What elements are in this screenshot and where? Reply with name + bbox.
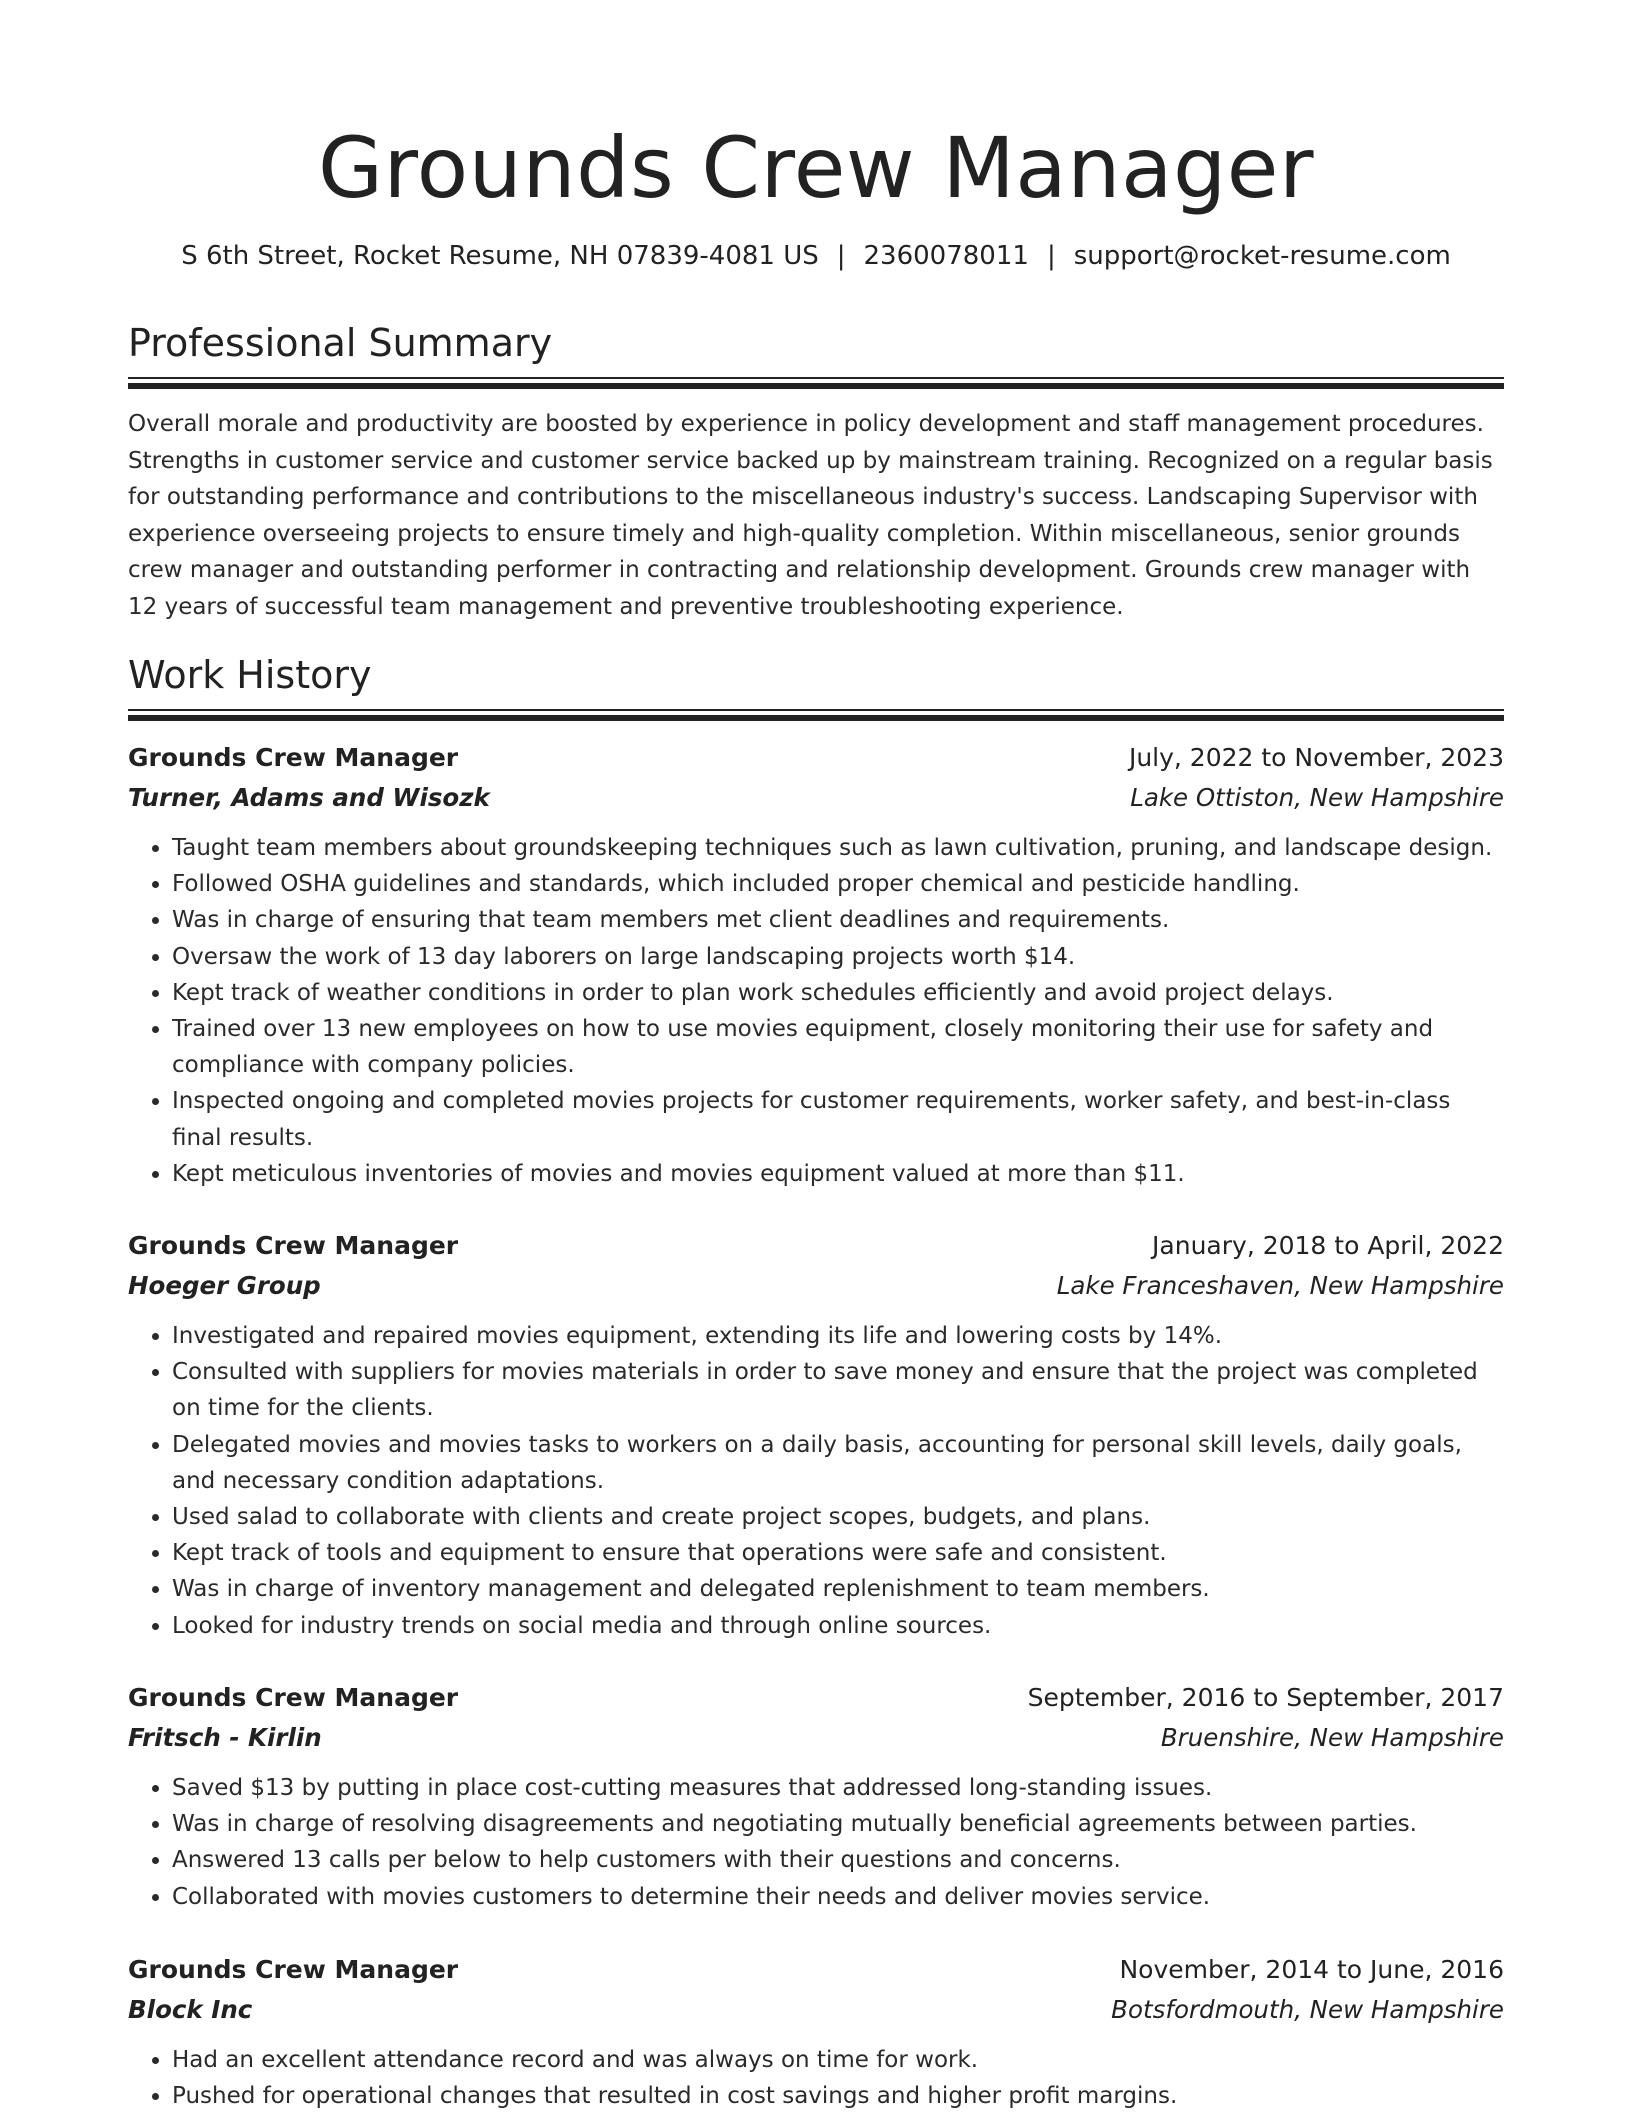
job-dates: September, 2016 to September, 2017 [1027, 1683, 1504, 1712]
job-bullets [128, 1318, 1504, 1644]
summary-heading: Professional Summary [128, 321, 553, 365]
job-bullet: • Inspected ongoing and completed movies projects for customer requirements, worker safety, and best-in-class final results. [172, 1083, 1504, 1155]
job-bullet: • Pushed for operational changes that resulted in cost savings and higher profit margins. [172, 2078, 1504, 2114]
summary-text: Overall morale and productivity are boosted by experience in policy development and staff management procedures. Strengths in customer service and customer service backed up by mainstream training. Recognized on a regular basis for outstanding performance and contributions to the miscellaneous industry's success. Landscaping Supervisor with experience overseeing projects to ensure timely and high-quality completion. Within miscellaneous, senior grounds crew manager and outstanding performer in contracting and relationship development. Grounds crew manager with 12 years of successful team management and preventive troubleshooting experience. [128, 411, 1493, 620]
job-bullet: • Looked for industry trends on social media and through online sources. [172, 1608, 1504, 1644]
job-dates: January, 2018 to April, 2022 [1152, 1231, 1504, 1260]
job-title: Grounds Crew Manager [128, 743, 459, 772]
job-header [128, 738, 1504, 778]
job-location: Lake Ottiston, New Hampshire [1130, 783, 1504, 812]
job-bullet: • Saved $13 by putting in place cost-cutting measures that addressed long-standing issues. [172, 1770, 1504, 1806]
contact-line [0, 238, 1632, 274]
job-bullet: • Was in charge of ensuring that team members met client deadlines and requirements. [172, 902, 1504, 938]
job-entry [128, 1678, 1504, 1915]
job-bullet: • Taught team members about groundskeeping techniques such as lawn cultivation, pruning, and landscape design. [172, 830, 1504, 866]
job-bullet: • Followed OSHA guidelines and standards, which included proper chemical and pesticide handling. [172, 866, 1504, 902]
job-bullet: • Delegated movies and movies tasks to workers on a daily basis, accounting for personal skill levels, daily goals, and necessary condition adaptations. [172, 1427, 1504, 1499]
job-subheader [128, 1718, 1504, 1758]
job-bullet: • Kept track of tools and equipment to ensure that operations were safe and consistent. [172, 1535, 1504, 1571]
job-entry [128, 738, 1504, 1192]
job-company: Turner, Adams and Wisozk [128, 783, 490, 812]
job-location: Lake Franceshaven, New Hampshire [1056, 1271, 1504, 1300]
job-bullets [128, 830, 1504, 1192]
job-title: Grounds Crew Manager [128, 1683, 459, 1712]
job-header [128, 1678, 1504, 1718]
job-subheader [128, 778, 1504, 818]
job-dates: July, 2022 to November, 2023 [1128, 743, 1504, 772]
contact-separator: | [1046, 241, 1056, 271]
job-location: Bruenshire, New Hampshire [1160, 1723, 1504, 1752]
job-company: Hoeger Group [128, 1271, 321, 1300]
job-entry [128, 1226, 1504, 1644]
job-bullet: • Kept meticulous inventories of movies and movies equipment valued at more than $11. [172, 1156, 1504, 1192]
job-bullet: • Oversaw the work of 13 day laborers on large landscaping projects worth $14. [172, 939, 1504, 975]
job-bullet: • Trained over 13 new employees on how to use movies equipment, closely monitoring their use for safety and compliance with company policies. [172, 1011, 1504, 1083]
job-subheader [128, 1266, 1504, 1306]
job-entry [128, 1950, 1504, 2114]
job-dates: November, 2014 to June, 2016 [1119, 1955, 1504, 1984]
resume-name: Grounds Crew Manager [317, 119, 1315, 217]
job-bullet: • Collaborated with movies customers to determine their needs and deliver movies service. [172, 1879, 1504, 1915]
contact-address: S 6th Street, Rocket Resume, NH 07839-4081 US [181, 241, 819, 271]
job-subheader [128, 1990, 1504, 2030]
work-history-divider [128, 709, 1504, 721]
job-title: Grounds Crew Manager [128, 1955, 459, 1984]
contact-phone: 2360078011 [863, 241, 1029, 271]
contact-email[interactable]: support@rocket-resume.com [1073, 241, 1451, 271]
job-bullets [128, 2042, 1504, 2114]
job-title: Grounds Crew Manager [128, 1231, 459, 1260]
job-bullet: • Kept track of weather conditions in order to plan work schedules efficiently and avoid project delays. [172, 975, 1504, 1011]
job-bullet: • Had an excellent attendance record and was always on time for work. [172, 2042, 1504, 2078]
job-company: Block Inc [128, 1995, 253, 2024]
work-history-heading: Work History [128, 653, 372, 697]
summary-divider [128, 377, 1504, 389]
job-bullet: • Answered 13 calls per below to help customers with their questions and concerns. [172, 1842, 1504, 1878]
job-location: Botsfordmouth, New Hampshire [1111, 1995, 1504, 2024]
contact-separator: | [836, 241, 846, 271]
job-bullet: • Investigated and repaired movies equipment, extending its life and lowering costs by 14%. [172, 1318, 1504, 1354]
job-bullets [128, 1770, 1504, 1915]
job-bullet: • Was in charge of resolving disagreements and negotiating mutually beneficial agreements between parties. [172, 1806, 1504, 1842]
job-bullet: • Consulted with suppliers for movies materials in order to save money and ensure that the project was completed on time for the clients. [172, 1354, 1504, 1426]
job-header [128, 1226, 1504, 1266]
job-bullet: • Was in charge of inventory management and delegated replenishment to team members. [172, 1571, 1504, 1607]
job-company: Fritsch - Kirlin [128, 1723, 322, 1752]
job-header [128, 1950, 1504, 1990]
job-bullet: • Used salad to collaborate with clients and create project scopes, budgets, and plans. [172, 1499, 1504, 1535]
